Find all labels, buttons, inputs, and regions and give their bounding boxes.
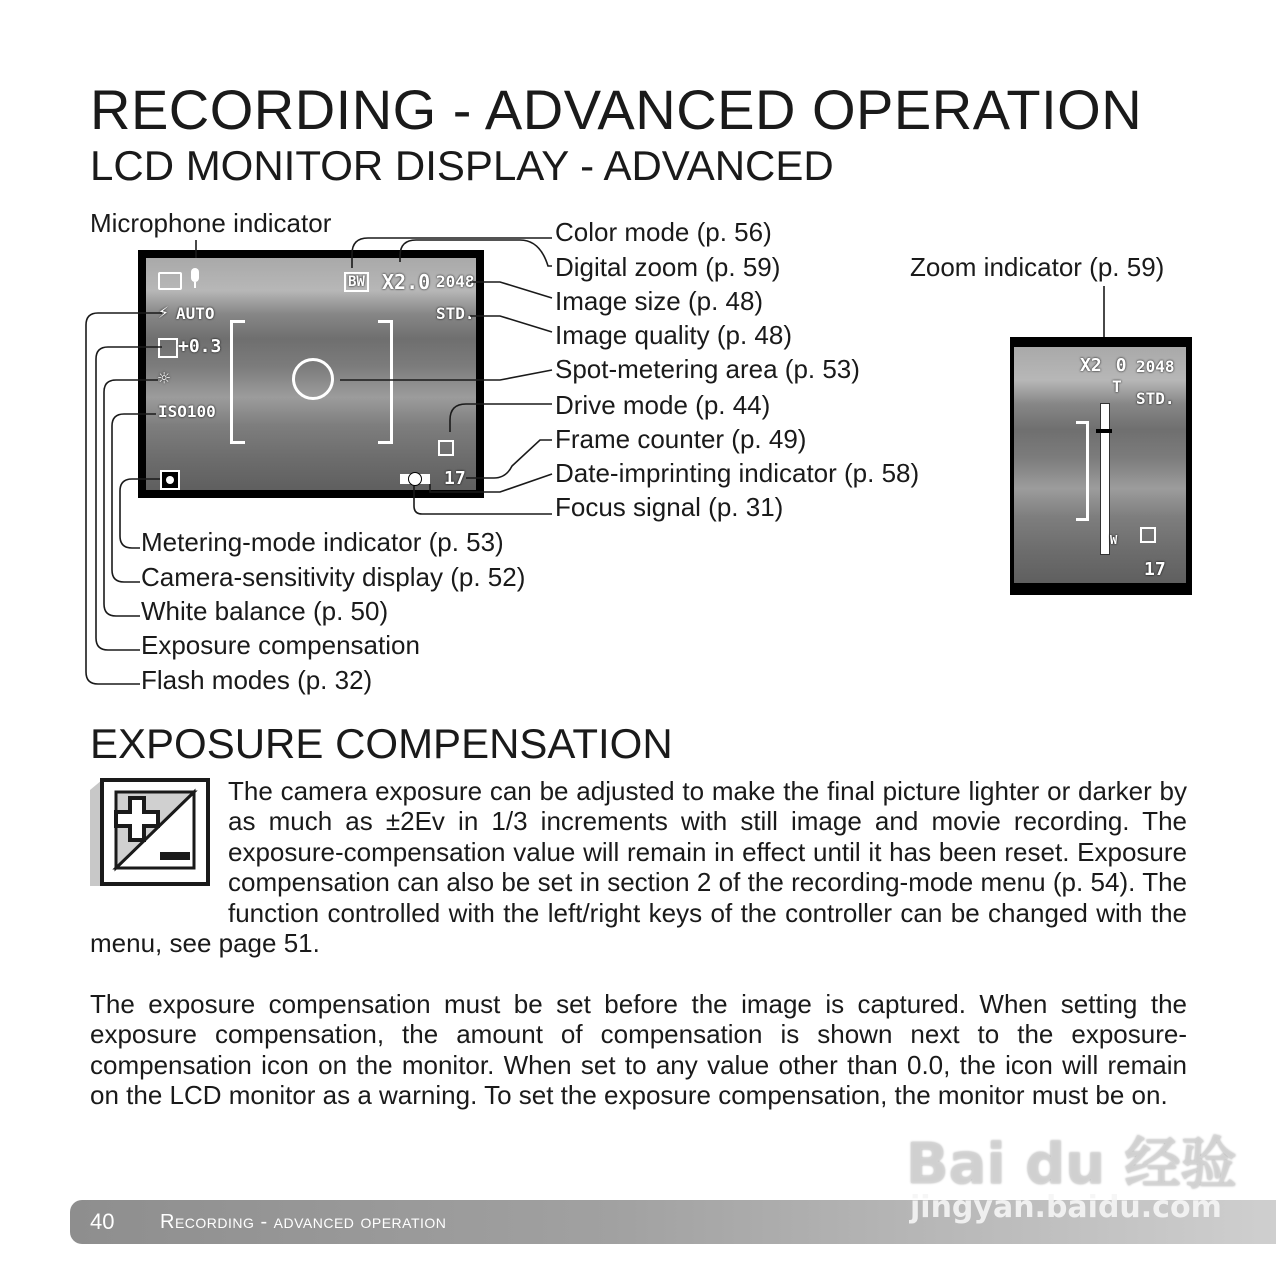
- watermark-logo: Bai du 经验: [906, 1132, 1237, 1197]
- zoom-lcd-detail: [1010, 337, 1192, 595]
- lcd-image-size: 2048: [436, 272, 475, 291]
- leader-image-quality: [470, 316, 552, 332]
- leader-date-imprint: [430, 474, 552, 492]
- lcd-digital-zoom: X2.0: [382, 270, 431, 294]
- label-digital-zoom: Digital zoom (p. 59): [555, 252, 781, 282]
- lcd-image-quality: STD.: [436, 304, 475, 323]
- label-white-balance: White balance (p. 50): [141, 596, 389, 626]
- zoom-lcd-image-size: 2048: [1136, 357, 1175, 376]
- lcd-flash-mode: AUTO: [176, 304, 215, 323]
- page-title: RECORDING - ADVANCED OPERATION: [90, 78, 1143, 141]
- page-subtitle: LCD MONITOR DISPLAY - ADVANCED: [90, 142, 834, 189]
- label-microphone-indicator: Microphone indicator: [90, 208, 332, 238]
- leader-spot-metering: [340, 370, 552, 380]
- leader-frame-counter: [466, 440, 552, 478]
- label-color-mode: Color mode (p. 56): [555, 217, 772, 247]
- leader-focus-signal: [414, 486, 552, 514]
- zoom-focus-bracket: [1076, 421, 1089, 521]
- zoom-bar: [1100, 403, 1110, 555]
- paragraph-1-text: The camera exposure can be adjusted to make the final picture lighter or darker by as much as ±2Ev in 1/3 increments with still image and movie recording. The exposure-compensation value will remain in effect until it has been reset. Exposure compensation can also be set in section 2 of the recording-mode menu (p. 54). The function controlled with the left/right keys of the controller can be changed with the menu, see page 51.: [90, 776, 1187, 959]
- zoom-lcd-image-quality: STD.: [1136, 389, 1175, 408]
- label-spot-metering-area: Spot-metering area (p. 53): [555, 354, 860, 384]
- zoom-bar-marker: [1096, 429, 1112, 433]
- label-frame-counter: Frame counter (p. 49): [555, 424, 807, 454]
- zoom-lcd-digital-zoom: X2 0: [1080, 355, 1127, 376]
- leader-digital-zoom: [400, 240, 552, 266]
- leader-flash: [86, 313, 162, 684]
- label-zoom-indicator: Zoom indicator (p. 59): [910, 252, 1165, 282]
- label-metering-mode: Metering-mode indicator (p. 53): [141, 527, 504, 557]
- white-balance-icon: ☼: [158, 366, 171, 390]
- lcd-frame-counter: 17: [444, 468, 466, 489]
- zoom-lcd-frame-counter: 17: [1144, 559, 1166, 580]
- zoom-lcd-screen: [1014, 347, 1186, 583]
- lcd-exposure-value: +0.3: [178, 336, 222, 357]
- footer-section-title: Recording - advanced operation: [160, 1211, 447, 1233]
- label-image-quality: Image quality (p. 48): [555, 320, 793, 350]
- flash-icon: ⚡: [158, 302, 169, 323]
- footer-page-number: 40: [90, 1209, 115, 1234]
- paragraph-1: [90, 776, 1187, 958]
- label-drive-mode: Drive mode (p. 44): [555, 390, 771, 420]
- leader-drive-mode: [450, 404, 552, 432]
- zoom-t-label: T: [1112, 377, 1122, 396]
- label-image-size: Image size (p. 48): [555, 286, 764, 316]
- lcd-iso: ISO100: [158, 402, 216, 421]
- section-heading: EXPOSURE COMPENSATION: [90, 720, 673, 767]
- label-camera-sensitivity: Camera-sensitivity display (p. 52): [141, 562, 526, 592]
- zoom-drive-mode-icon: [1140, 527, 1156, 543]
- label-focus-signal: Focus signal (p. 31): [555, 492, 784, 522]
- label-exposure-compensation: Exposure compensation: [141, 630, 420, 660]
- leader-color-mode: [352, 238, 552, 268]
- lcd-color-mode: BW: [344, 272, 369, 292]
- paragraph-2: The exposure compensation must be set before the image is captured. When setting the exposure compensation, the amount of compensation is shown next to the exposure-compensation icon on the monitor. When set to any value other than 0.0, the icon will remain on the LCD monitor as a warning. To set the exposure compensation, the monitor must be on.: [90, 989, 1187, 1111]
- zoom-w-label: W: [1110, 533, 1118, 547]
- label-date-imprinting: Date-imprinting indicator (p. 58): [555, 458, 920, 488]
- icon-float-spacer: [90, 776, 228, 898]
- label-flash-modes: Flash modes (p. 32): [141, 665, 373, 695]
- watermark-url: jingyan.baidu.com: [910, 1190, 1222, 1225]
- leader-image-size: [470, 282, 552, 298]
